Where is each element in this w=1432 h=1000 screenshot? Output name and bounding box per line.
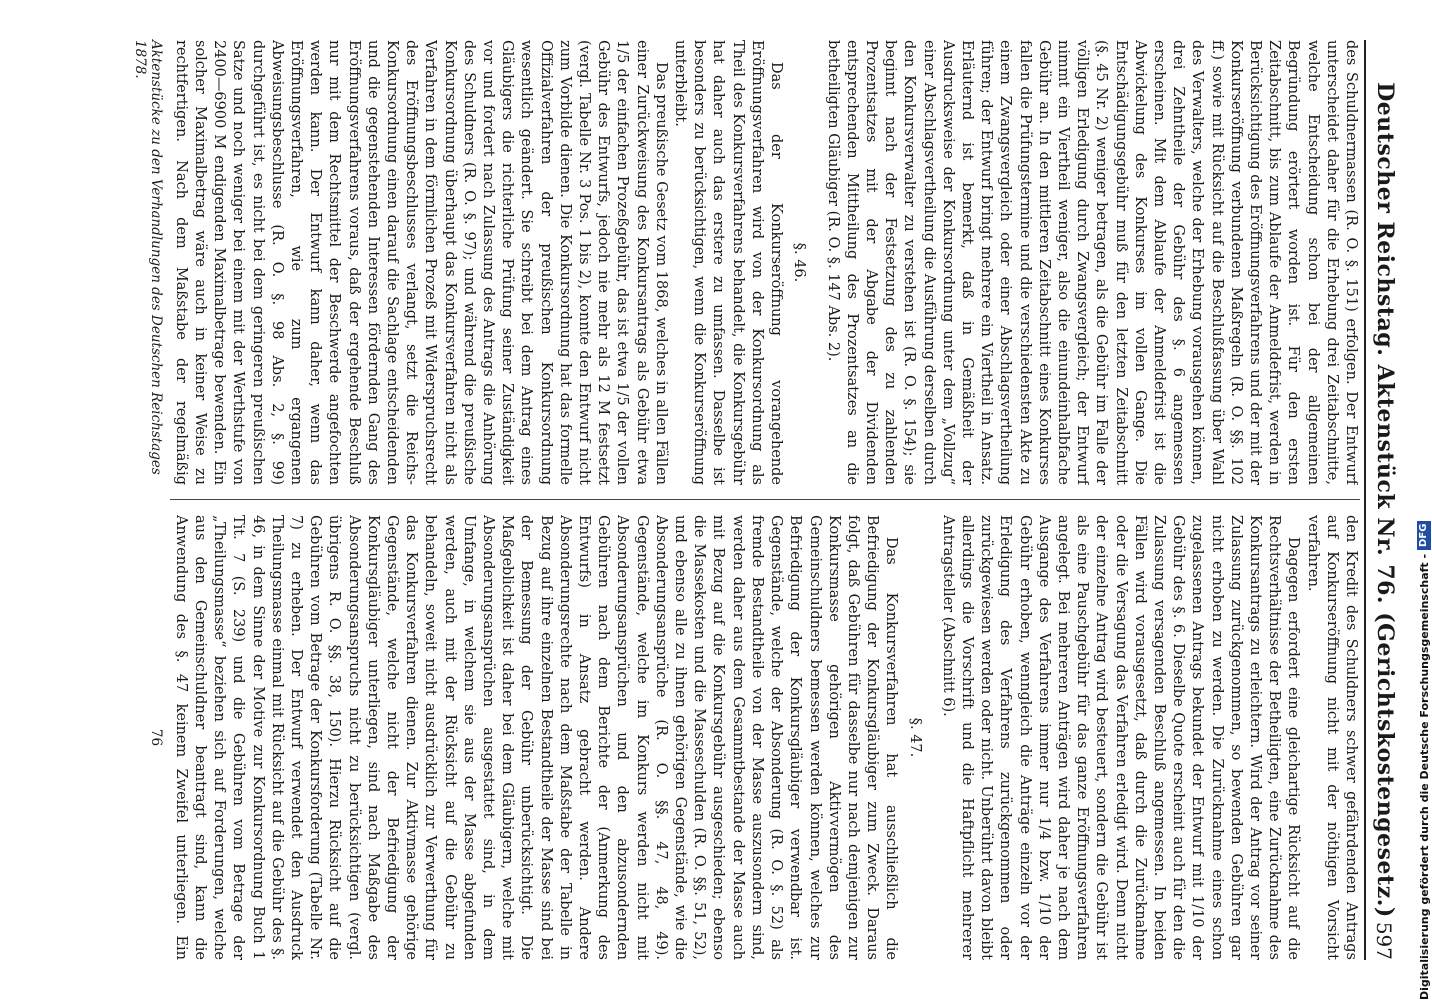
paragraph: Das preußische Gesetz vom 1868, welches in allen Fällen einer Zurückweisung des Konkursantrags als Gebühr etwa 1/5 der einfachen Prozeßgebühr, das ist etwa 1/5 der vollen Gebühr des Entwurfs, jedoch nie mehr als 12 M festsetzt (vergl. Tabelle Nr. 3 Pos. 1 bis 2), konnte den Entwurf nicht zum Vorbilde dienen. Die Konkursordnung hat das formelle Offizialverfahren der preußischen Konkursordnung wesentlich geändert. Sie schreibt bei dem Antrag eines Gläubigers die richterliche Prüfung seiner Zuständigkeit vor und fordert nach Zulassung des Antrags die Anhörung des Schuldners (R. O. §. 97); und während die preußische Konkursordnung überhaupt das Konkursverfahren nicht als Verfahren in dem förmlichen Prozeß mit Widerspruchsrecht des Eröffnungsbeschlusses verlangt, setzt die Reichs-Konkursordnung einen darauf die Sachlage entscheidenden und die gegenstehenden Interessen fördernden Gang des Eröffnungsverfahrens voraus, daß der ergehende Beschluß nur mit dem Rechtsmittel der Beschwerde angefochten werden kann. Der Entwurf kann daher, wenn das Eröffnungsverfahren, wie zum ergangenen Abweisungsbeschlusse (R. O. §. 98 Abs. 2, §. 99) durchgeführt ist, es nicht bei dem geringeren preußischen Satze und noch weniger bei einem mit der Werthstufe von 2400—6900 M endigenden Maximalbetrage bewenden. Ein solcher Maximalbetrag wäre auch in keiner Weise zu rechtfertigen. Nach dem Maßstabe der regelmäßig xyxy=(172,40,669,485)
page-header xyxy=(1368,40,1402,960)
text-column-right xyxy=(170,515,1360,960)
paragraph: Das Konkursverfahren hat ausschließlich die Befriedigung der Konkursgläubiger zum Zweck. Daraus folgt, daß Gebühren für dasselbe nur nach demjenigen zur Konkursmasse gehörigen Aktivvermögen des Gemeinschuldners bemessen werden können, welches zur Befriedigung der Konkursgläubiger verwendbar ist. Gegenstände, welche der Absonderung (R. O. §. 52) als fremde Bestandtheile von der Masse auszusondern sind, werden daher aus dem Gesammtbestande der Masse auch mit Bezug auf die Konkursgebühr ausgeschieden; ebenso die Massekosten und die Masseschulden (R. O. §§. 51, 52), und ebenso alle zu ihnen gehörigen Gegenstände, wie die Absonderungsansprüche (R. O. §§. 47, 48, 49). Gegenstände, welche im Konkurs werden nicht mit Absonderungsansprüchen und den abzusondernden Gebühren nach dem Berichte der (Anmerkung des Entwurfs) in Ansatz gebracht werden. Andere Absonderungsrechte nach dem Maßstabe der Tabelle in Bezug auf ihre einzelnen Bestandtheile der Masse sind bei der Bemessung der Gebühr unberücksichtigt. Die Maßgeblichkeit ist daher bei dem Gläubigern, welche mit Absonderungsansprüchen ausgestattet sind, in dem Umfange, in welchem sie aus der Masse abgefunden werden, auch mit der Rücksicht auf die Gebühr zu behandeln, soweit nicht ausdrücklich zur Verwerthung für das Konkursverfahren dienen. Zur Aktivmasse gehörige Gegenstände, welche nicht der Befriedigung der Konkursgläubiger unterliegen, sind nach Maßgabe des Absonderungsanspruchs nicht zu berücksichtigen (vergl. übrigens R. O. §§. 38, 150). Hierzu Rücksicht auf die Gebühren vom Betrage der Konkursforderung (Tabelle Nr. 7) zu erheben. Der Entwurf verwendet den Ausdruck Theilungsmasse einmal mit Rücksicht auf die Gebühr des §. 46, in dem Sinne der Motive zur Konkursordnung Buch 1 Tit. 7 (S. 239) und die Gebühren vom Betrage der „Theilungsmasse“ beziehen sich auf Forderungen, welche aus den Gemeinschuldner beantragt sind, kann die Anwendung des §. 47 keinem Zweifel unterliegen. Ein xyxy=(172,515,900,960)
text-column-left xyxy=(170,40,1360,485)
paragraph: Das der Konkurseröffnung vorangehende Eröffnungsverfahren wird von der Konkursordnung als Theil des Konkursverfahrens behandelt, die Konkursgebühr hat daher auch das erstere zu umfassen. Dasselbe ist besonders zu berücksichtigen, wenn die Konkurseröffnung unterbleibt. xyxy=(672,40,785,485)
paragraph: den Kredit des Schuldners schwer gefährdenden Antrags auf Konkurseröffnung nicht mit der nöthigen Vorsicht verfahren. xyxy=(1304,515,1359,960)
footer-source-line: Aktenstücke zu den Verhandlungen des Deutschen Reichstages 1878. xyxy=(132,40,164,475)
page-number: 597 xyxy=(1372,921,1396,960)
section-heading: §. 47. xyxy=(906,717,923,758)
digitization-notice xyxy=(1416,0,1432,1000)
document-page xyxy=(122,0,1412,1000)
section-heading: §. 46. xyxy=(791,242,808,283)
column-divider xyxy=(170,499,1360,500)
running-title: Deutscher Reichstag. Aktenstück Nr. 76. (Gerichtskostengesetz.) xyxy=(1372,82,1398,918)
dfg-logo: DFG xyxy=(1417,521,1431,550)
digitization-notice-text: Digitalisierung gefördert durch die Deutsche Forschungsgemeinschaft - xyxy=(1417,553,1431,1000)
header-rule xyxy=(1364,40,1366,960)
footer-sheet-number: 76 xyxy=(148,728,164,747)
paragraph: Dagegen erfordert eine gleichartige Rücksicht auf die Rechtsverhältnisse der Betheiligten, eine Zurücknahme des Konkursantrags zu erleichtern. Wird der Antrag vor seiner Zulassung zurückgenommen, so bewenden Gebühren gar nicht erhoben zu werden. Die Zurücknahme eines schon zugelassenen Antrags bekundet der Entwurf mit 1/10 der Gebühr des §. 6. Dieselbe Quote erscheint auch für den die Zulassung versagenden Beschluß angemessen. In beiden Fällen wird vorausgesetzt, daß durch die Zurücknahme oder die Versagung das Verfahren erledigt wird. Denn nicht der einzelne Antrag wird besteuert, sondern die Gebühr ist als eine Pauschgebühr für das ganze Eröffnungsverfahren angelegt. Bei mehreren Anträgen wird daher je nach dem Ausgange des Verfahrens immer nur 1/4 bzw. 1/10 der Gebühr erhoben, wenngleich die Anträge einzeln vor der Erledigung des Verfahrens zurückgenommen oder zurückgewiesen werden oder nicht. Unberührt davon bleibt allerdings die Vorschrift und die Haftpflicht mehrerer Antragsteller (Abschnitt 6). xyxy=(939,515,1302,960)
paragraph: des Schuldnermassen (R. O. §. 151) erfolgen. Der Entwurf unterscheidet daher für die Erhebung drei Zeitabschnitte, welche Entscheidung schon bei der allgemeinen Begründung erörtert worden ist. Für den ersten Zeitabschnitt, bis zum Ablaufe der Anmeldefrist, werden in Berücksichtigung des Eröffnungsverfahrens und der mit der Konkurseröffnung verbundenen Maßregeln (R. O. §§. 102 ff.) sowie mit Rücksicht auf die Beschlußfassung über Wahl des Verwalters, welche der Erhebung vorausgehen können, drei Zehntheile der Gebühr des §. 6 angemessen erscheinen. Mit dem Ablaufe der Anmeldefrist ist die Abwickelung des Konkurses im vollen Gange. Die Entschädigungsgebühr muß für den letzten Zeitabschnitt (§. 45 Nr. 2) weniger betragen, als die Gebühr im Falle der völligen Erledigung durch Zwangsvergleich; der Entwurf nimmt ein Viertheil weniger, also die einundeinhalbfache Gebühr an. In den mittleren Zeitabschnitt eines Konkurses fallen die Prüfungstermine und die verschiedensten Akte zu einem Zwangsvergleich oder einer Abschlagsvertheilung führen; der Entwurf bringt mehrere ein Viertheil in Ansatz. Erläuternd ist bemerkt, daß in Gemäßheit der Ausdrucksweise der Konkursordnung unter dem „Vollzug“ einer Abschlagsvertheilung die Ausführung derselben durch den Konkursverwalter zu verstehen ist (R. O. §. 154); sie beginnt nach der Festsetzung des zu zahlenden Prozentsatzes mit der Abgabe der Dividenden entsprechenden Mittheilung des Prozentsatzes an die betheiligten Gläubiger (R. O. §. 147 Abs. 2). xyxy=(824,40,1359,485)
